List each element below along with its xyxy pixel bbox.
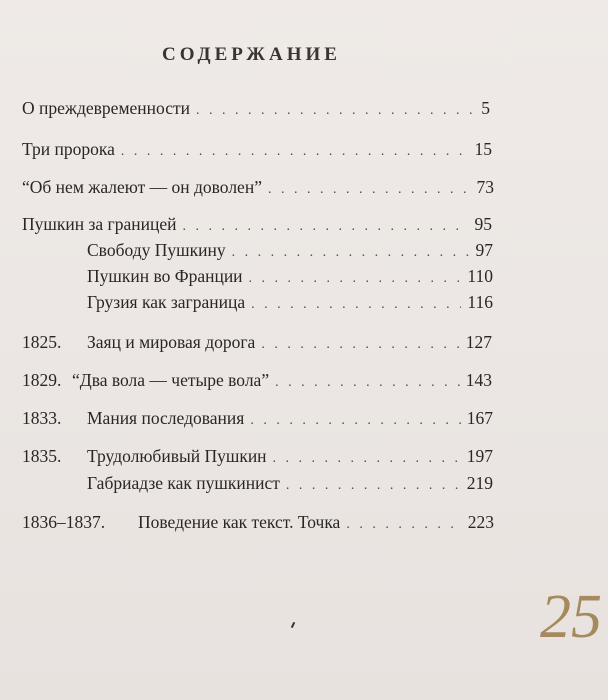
toc-entry-year: 1836–1837.: [22, 512, 106, 532]
toc-entry-page: 95: [474, 214, 492, 234]
toc-entry: [22, 332, 492, 354]
toc-entry-page: 73: [476, 177, 494, 197]
toc-subentry: [87, 473, 493, 495]
toc-entry-page: 167: [466, 408, 493, 428]
contents-title: СОДЕРЖАНИЕ: [162, 44, 341, 65]
toc-entry-page: 219: [466, 473, 493, 493]
toc-entry-title: Пушкин за границей: [22, 214, 177, 234]
leader-dots: [251, 297, 461, 313]
toc-entry-page: 110: [467, 266, 493, 286]
toc-subentry: [87, 292, 493, 314]
toc-entry-title: Три пророка: [22, 139, 115, 159]
toc-entry-title: Поведение как текст. Точка: [138, 512, 341, 532]
leader-dots: [275, 375, 460, 391]
leader-dots: [273, 451, 461, 467]
toc-entry: [22, 370, 492, 392]
toc-entry-year: 1829.: [22, 370, 62, 390]
toc-entry-year: 1825.: [22, 332, 62, 352]
toc-entry: [22, 408, 493, 430]
toc-entry-title: Габриадзе как пушкинист: [87, 473, 280, 493]
toc-entry-page: 5: [481, 98, 490, 118]
toc-entry-page: 97: [475, 240, 493, 260]
toc-entry-title: Пушкин во Франции: [87, 266, 243, 286]
toc-entry-title: О преждевременности: [22, 98, 190, 118]
leader-dots: [261, 337, 459, 353]
toc-entry-title: Мания последования: [87, 408, 245, 428]
toc-entry-page: 143: [465, 370, 492, 390]
leader-dots: [232, 245, 470, 261]
toc-entry-title: Свободу Пушкину: [87, 240, 226, 260]
toc-entry-title: “Об нем жалеют — он доволен”: [22, 177, 262, 197]
toc-entry-title: Грузия как заграница: [87, 292, 246, 312]
toc-entry-year: 1833.: [22, 408, 62, 428]
toc-entry-page: 116: [467, 292, 493, 312]
toc-entry: [22, 446, 493, 468]
toc-entry-page: 223: [467, 512, 494, 532]
toc-subentry: [87, 266, 493, 288]
toc-entry: [22, 139, 492, 161]
leader-dots: [196, 103, 475, 119]
toc-entry: [22, 214, 492, 236]
toc-entry: [22, 177, 494, 199]
toc-entry-title: Трудолюбивый Пушкин: [87, 446, 267, 466]
leader-dots: [250, 413, 460, 429]
toc-entry-year: 1835.: [22, 446, 62, 466]
leader-dots: [121, 144, 469, 160]
toc-subentry: [87, 240, 493, 262]
leader-dots: [182, 219, 468, 235]
leader-dots: [249, 271, 462, 287]
page-folio-number: 25: [540, 583, 602, 651]
leader-dots: [286, 478, 461, 494]
toc-entry-title: Заяц и мировая дорога: [87, 332, 256, 352]
toc-entry-page: 127: [465, 332, 492, 352]
toc-entry-page: 197: [466, 446, 493, 466]
print-speck: [291, 622, 295, 628]
toc-entry: [22, 512, 494, 534]
leader-dots: [346, 517, 461, 533]
toc-entry-title: “Два вола — четыре вола”: [72, 370, 270, 390]
toc-entry-page: 15: [474, 139, 492, 159]
toc-entry: [22, 98, 490, 120]
leader-dots: [268, 182, 471, 198]
